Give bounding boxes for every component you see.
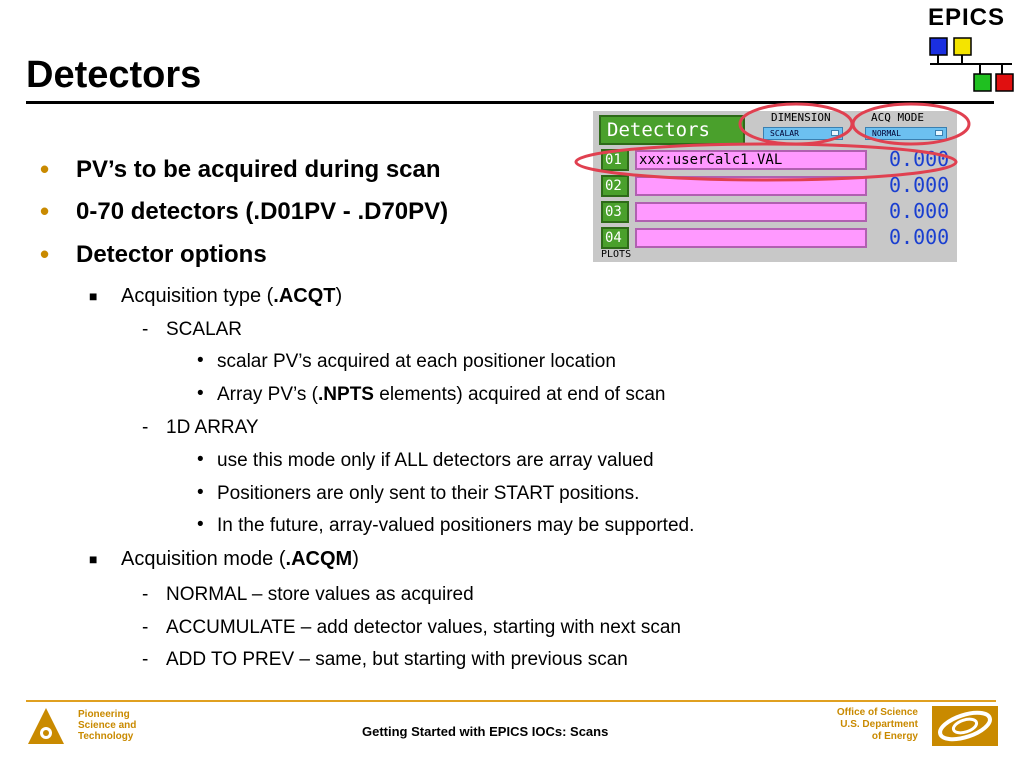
doe-logo-icon	[932, 706, 998, 746]
highlight-ellipse-dimension	[740, 104, 852, 144]
acq-mode-suffix: )	[352, 548, 359, 570]
mode-text: ACCUMULATE – add detector values, starting with next scan	[166, 617, 681, 638]
acq-mode-field: .ACQM	[285, 548, 353, 570]
detector-pv-input[interactable]	[635, 228, 867, 248]
detail-prefix: Array PV’s (	[217, 384, 319, 405]
office-line: Office of Science	[836, 707, 918, 718]
acq-type-field: .ACQT	[273, 285, 336, 307]
acq-type-prefix: Acquisition type (	[121, 285, 274, 307]
dash-marker: -	[142, 649, 149, 670]
mode-accumulate	[142, 617, 681, 639]
bullet-marker: •	[40, 154, 50, 184]
acq-mode-value: NORMAL	[872, 129, 901, 138]
dash-marker: -	[142, 319, 149, 340]
epics-logo	[922, 4, 1018, 96]
bullet-marker: •	[40, 239, 50, 269]
plots-label: PLOTS	[601, 249, 632, 260]
square-bullet-icon: ■	[89, 288, 98, 304]
tagline-line: Pioneering	[78, 709, 130, 720]
detectors-header: Detectors	[599, 115, 745, 145]
highlight-ellipse-acq-mode	[853, 104, 969, 144]
bullet-detector-count	[40, 196, 449, 226]
mode-add-to-prev	[142, 649, 628, 671]
array-detail-1	[197, 449, 654, 472]
footer-office	[837, 707, 918, 743]
tagline-line: Technology	[78, 731, 134, 742]
mode-normal	[142, 584, 474, 606]
footer-lab-tagline	[78, 709, 136, 742]
detector-pv-input[interactable]	[635, 202, 867, 222]
dimension-value: SCALAR	[770, 129, 799, 138]
dash-marker: -	[142, 417, 149, 438]
acq-mode-prefix: Acquisition mode (	[121, 548, 286, 570]
detail-text: use this mode only if ALL detectors are array valued	[217, 450, 654, 471]
mode-text: NORMAL – store values as acquired	[166, 584, 474, 605]
footer-presentation-title: Getting Started with EPICS IOCs: Scans	[362, 724, 609, 739]
detector-value: 0.000	[889, 147, 950, 171]
detector-value: 0.000	[889, 199, 950, 223]
detector-number: 04	[601, 227, 629, 249]
office-line: U.S. Department	[840, 719, 918, 730]
detail-text: scalar PV’s acquired at each positioner location	[217, 351, 616, 372]
highlight-ellipse-row-01	[576, 144, 956, 180]
argonne-logo-icon	[26, 706, 66, 746]
dimension-label: DIMENSION	[771, 111, 831, 124]
detail-field: .NPTS	[318, 384, 374, 405]
bullet-marker: •	[197, 383, 204, 404]
detector-value: 0.000	[889, 173, 950, 197]
option-text: SCALAR	[166, 319, 243, 340]
epics-logo-text: EPICS	[928, 4, 1006, 31]
array-detail-2	[197, 482, 640, 505]
detector-pv-input[interactable]: xxx:userCalc1.VAL	[635, 150, 867, 170]
bullet-text: PV’s to be acquired during scan	[76, 156, 441, 183]
option-scalar	[142, 319, 243, 341]
acq-type-suffix: )	[335, 285, 343, 307]
bullet-marker: •	[197, 350, 204, 371]
bullet-pvs	[40, 154, 441, 184]
square-bullet-icon: ■	[89, 551, 98, 567]
bullet-marker: •	[197, 514, 204, 535]
bullet-marker: •	[40, 196, 50, 226]
tagline-line: Science and	[78, 720, 137, 731]
detail-text: In the future, array-valued positioners may be supported.	[217, 515, 695, 536]
bullet-acq-mode	[89, 548, 359, 571]
dash-marker: -	[142, 617, 149, 638]
array-detail-3	[197, 514, 695, 537]
acq-mode-label: ACQ MODE	[871, 111, 924, 124]
dash-marker: -	[142, 584, 149, 605]
epics-network-icon	[922, 4, 1018, 96]
bullet-text: Detector options	[76, 241, 267, 268]
office-line: of Energy	[871, 731, 918, 742]
detector-number: 01	[601, 149, 629, 171]
option-1d-array	[142, 417, 259, 439]
footer-divider	[26, 700, 996, 702]
option-text: 1D ARRAY	[166, 417, 259, 438]
bullet-marker: •	[197, 482, 204, 503]
bullet-acq-type	[89, 285, 343, 308]
detector-number: 03	[601, 201, 629, 223]
highlight-annotations	[560, 96, 980, 196]
bullet-marker: •	[197, 449, 204, 470]
detector-value: 0.000	[889, 225, 950, 249]
detail-suffix: elements) acquired at end of scan	[373, 384, 666, 405]
bullet-text: 0-70 detectors (.D01PV - .D70PV)	[76, 198, 449, 225]
detail-text: Positioners are only sent to their START positions.	[217, 483, 640, 504]
mode-text: ADD TO PREV – same, but starting with previous scan	[166, 649, 628, 670]
scalar-detail-1	[197, 350, 616, 373]
bullet-detector-options	[40, 239, 267, 269]
slide-title: Detectors	[26, 54, 202, 96]
detector-number: 02	[601, 175, 629, 197]
scalar-detail-2	[197, 383, 666, 406]
